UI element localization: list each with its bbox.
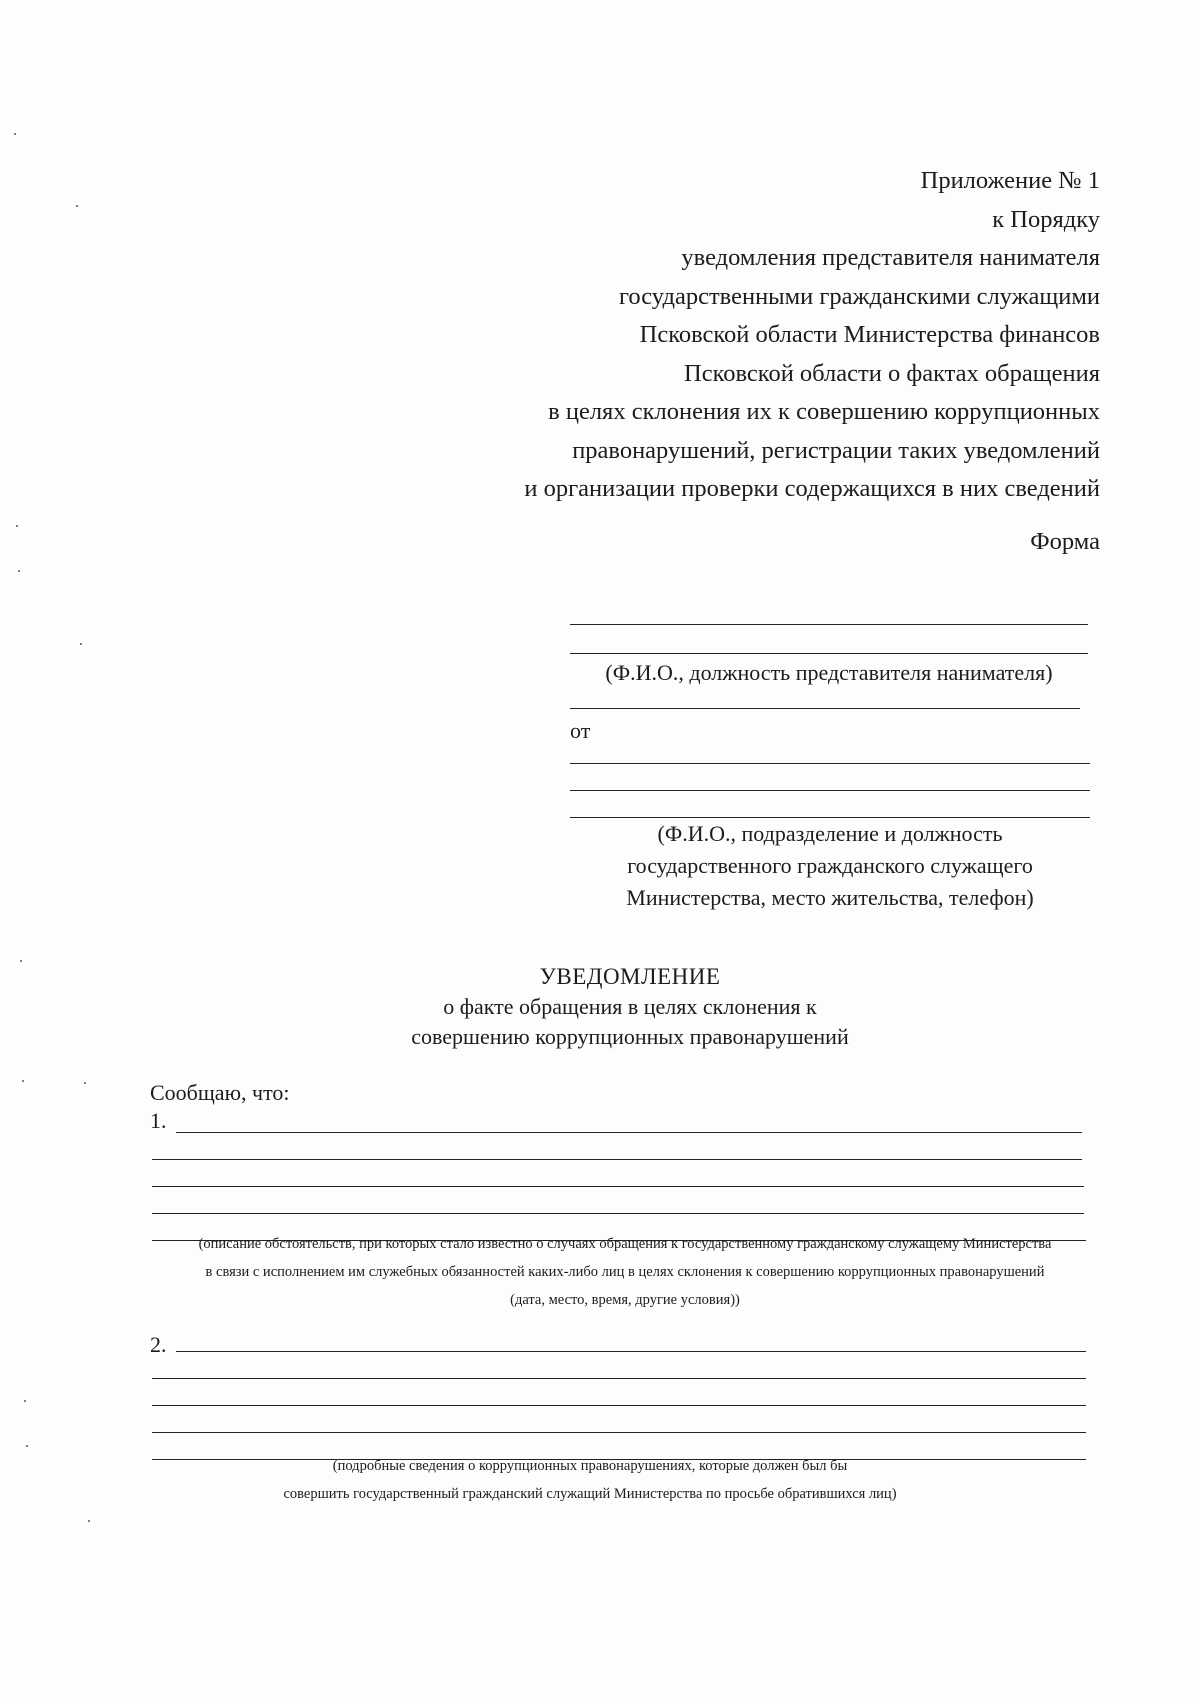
appendix-line: Псковской области Министерства финансов (639, 321, 1100, 348)
scan-speck (88, 1520, 90, 1522)
addressee-blank-line[interactable] (570, 653, 1088, 654)
scan-speck (14, 133, 16, 135)
form-label: Форма (1030, 528, 1100, 555)
addressee-blank-line[interactable] (570, 708, 1080, 709)
intro-text: Сообщаю, что: (150, 1080, 290, 1105)
notice-subtitle-line: совершению коррупционных правонарушений (411, 1024, 849, 1049)
scan-speck (16, 525, 18, 527)
sender-blank-line[interactable] (570, 763, 1090, 764)
addressee-caption: (Ф.И.О., должность представителя нанимателя) (605, 660, 1053, 685)
appendix-line: государственными гражданскими служащими (618, 282, 1100, 310)
item1-blank-line[interactable] (152, 1213, 1084, 1214)
item2-blank-line[interactable] (152, 1378, 1086, 1379)
appendix-line: правонарушений, регистрации таких уведомлений (572, 436, 1100, 464)
item1-blank-line[interactable] (176, 1132, 1082, 1133)
sender-caption-line: государственного гражданского служащего (627, 853, 1033, 878)
item2-caption (150, 1452, 1100, 1508)
item1-caption-line: (дата, место, время, другие условия)) (510, 1292, 740, 1308)
addressee-blank-line[interactable] (570, 624, 1088, 625)
item2-blank-line[interactable] (152, 1432, 1086, 1433)
item-number: 2. (150, 1332, 167, 1357)
item-number: 1. (150, 1108, 167, 1133)
item1-blank-line[interactable] (152, 1159, 1082, 1160)
item1-caption (150, 1230, 1100, 1314)
scan-speck (80, 643, 82, 645)
appendix-header (400, 162, 1100, 509)
appendix-line: к Порядку (992, 205, 1100, 233)
appendix-line: Приложение № 1 (920, 167, 1100, 194)
from-label: от (570, 718, 591, 743)
sender-caption-line: (Ф.И.О., подразделение и должность (657, 821, 1003, 846)
item2-caption-line: (подробные сведения о коррупционных правонарушениях, которые должен был бы (332, 1458, 848, 1474)
item2-blank-line[interactable] (152, 1405, 1086, 1406)
item2-caption-line: совершить государственный гражданский служащий Министерства по просьбе обратившихся лиц) (283, 1486, 897, 1502)
item2-blank-line[interactable] (176, 1351, 1086, 1352)
appendix-line: уведомления представителя нанимателя (681, 244, 1100, 271)
scan-speck (18, 570, 20, 572)
appendix-line: в целях склонения их к совершению коррупционных (548, 398, 1100, 425)
sender-blank-line[interactable] (570, 790, 1090, 791)
notice-title-block (320, 962, 940, 1052)
scan-speck (26, 1445, 28, 1447)
scan-speck (24, 1400, 26, 1402)
sender-caption (580, 818, 1080, 914)
scan-speck (84, 1082, 86, 1084)
item1-caption-line: в связи с исполнением им служебных обязанностей каких-либо лиц в целях склонения к совершению коррупционных правонарушений (205, 1264, 1045, 1280)
appendix-line: и организации проверки содержащихся в них сведений (524, 475, 1100, 502)
scan-speck (20, 960, 22, 962)
scan-speck (22, 1080, 24, 1082)
notice-subtitle-line: о факте обращения в целях склонения к (443, 994, 817, 1019)
item1-blank-line[interactable] (152, 1186, 1084, 1187)
item1-caption-line: (описание обстоятельств, при которых стало известно о случаях обращения к государственному гражданскому служащему Министерства (198, 1236, 1052, 1252)
appendix-line: Псковской области о фактах обращения (684, 359, 1100, 387)
scan-speck (76, 205, 78, 207)
notice-title: УВЕДОМЛЕНИЕ (539, 964, 721, 989)
sender-caption-line: Министерства, место жительства, телефон) (626, 885, 1034, 910)
